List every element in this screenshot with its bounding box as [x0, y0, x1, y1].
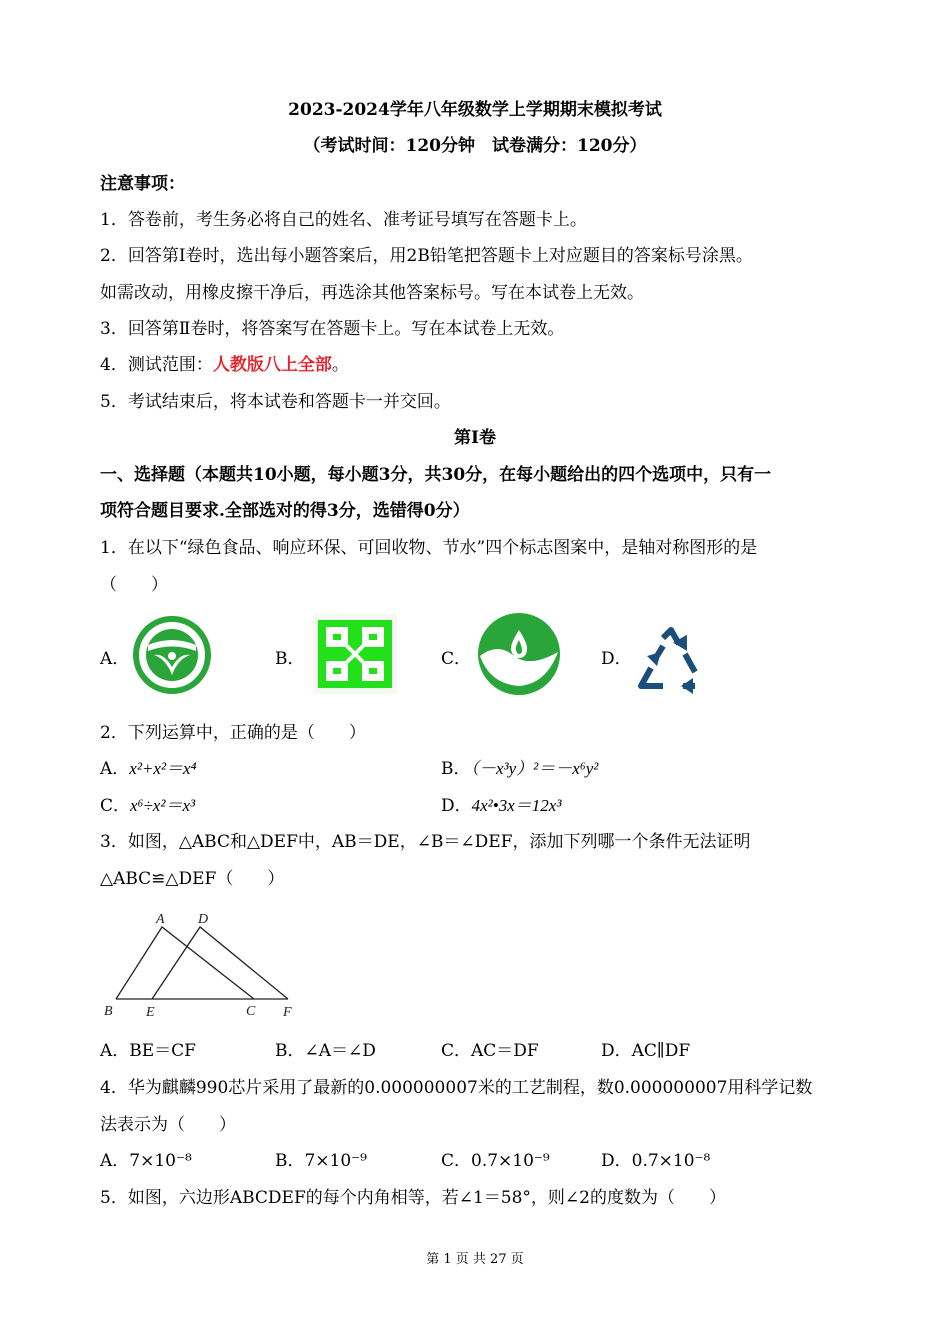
q3-option-a: A．BE＝CF	[100, 1041, 196, 1061]
q1-option-c-label: C．	[441, 649, 472, 669]
q2-option-b: B．（－x³y）²＝－x⁶y²	[441, 759, 599, 779]
note-4-suffix: 。	[331, 355, 349, 375]
q2-option-d: D．4x²•3x＝12x³	[441, 796, 562, 816]
test-scope: 人教版八上全部	[212, 355, 332, 375]
q2-option-a: A．x²+x²＝x⁴	[100, 759, 197, 779]
exam-title: 2023-2024学年八年级数学上学期期末模拟考试	[288, 100, 662, 120]
water-saving-logo-icon	[476, 612, 562, 696]
notes-heading: 注意事项：	[100, 174, 185, 194]
page-footer: 第 1 页 共 27 页	[426, 1252, 524, 1267]
q4-stem-a: 4．华为麒麟990芯片采用了最新的0.000000007米的工艺制程，数0.000000007用科学记数	[100, 1078, 813, 1098]
q3-option-b: B．∠A＝∠D	[275, 1041, 376, 1061]
q4-stem-b: 法表示为（ ）	[100, 1115, 236, 1135]
label-c: C	[246, 1004, 256, 1019]
exam-subtitle: （考试时间：120分钟 试卷满分：120分）	[303, 136, 647, 156]
triangle-abc	[116, 927, 254, 999]
label-e: E	[146, 1005, 155, 1020]
q3-option-d: D．AC∥DF	[601, 1041, 691, 1061]
q3-stem-a: 3．如图，△ABC和△DEF中，AB＝DE，∠B＝∠DEF，添加下列哪一个条件无法证明	[100, 832, 751, 852]
q3-stem-b: △ABC≌△DEF（ ）	[100, 869, 285, 889]
label-f: F	[283, 1005, 292, 1020]
triangle-figure	[98, 905, 308, 1025]
environmental-logo-icon	[313, 614, 397, 694]
note-2a: 2．回答第Ⅰ卷时，选出每小题答案后，用2B铅笔把答题卡上对应题目的答案标号涂黑。	[100, 246, 753, 266]
q2-option-c: C．x⁶÷x²＝x³	[100, 796, 196, 816]
label-d: D	[198, 912, 209, 927]
q1-stem-b: （ ）	[100, 575, 168, 595]
q3-option-c: C．AC＝DF	[441, 1041, 539, 1061]
q4-option-a: A．7×10⁻⁸	[100, 1151, 192, 1171]
q2-stem: 2．下列运算中，正确的是（ ）	[100, 723, 366, 743]
q1-option-b-label: B．	[275, 649, 305, 669]
label-b: B	[104, 1004, 113, 1019]
q4-option-d: D．0.7×10⁻⁸	[601, 1151, 711, 1171]
q1-option-d-label: D．	[601, 649, 632, 669]
recycle-logo-icon	[633, 626, 713, 696]
note-1: 1．答卷前，考生务必将自己的姓名、准考证号填写在答题卡上。	[100, 210, 587, 230]
label-a: A	[156, 912, 165, 927]
green-food-logo-icon	[132, 615, 212, 695]
note-4-prefix: 4．测试范围：	[100, 355, 213, 375]
q4-option-c: C．0.7×10⁻⁹	[441, 1151, 550, 1171]
part-1-title: 第Ⅰ卷	[454, 428, 496, 448]
note-3: 3．回答第Ⅱ卷时，将答案写在答题卡上。写在本试卷上无效。	[100, 319, 565, 339]
q5-stem: 5．如图，六边形ABCDEF的每个内角相等，若∠1＝58°，则∠2的度数为（ ）	[100, 1188, 726, 1208]
note-4	[100, 353, 349, 377]
q4-option-b: B．7×10⁻⁹	[275, 1151, 367, 1171]
section-heading-a: 一、选择题（本题共10小题，每小题3分，共30分，在每小题给出的四个选项中，只有一	[100, 465, 772, 485]
note-5: 5．考试结束后，将本试卷和答题卡一并交回。	[100, 392, 451, 412]
note-2b: 如需改动，用橡皮擦干净后，再选涂其他答案标号。写在本试卷上无效。	[100, 283, 644, 303]
section-heading-b: 项符合题目要求.全部选对的得3分，选错得0分）	[100, 501, 470, 521]
q1-option-a-label: A．	[100, 649, 130, 669]
q1-stem-a: 1．在以下“绿色食品、响应环保、可回收物、节水”四个标志图案中，是轴对称图形的是	[100, 538, 758, 558]
triangle-def	[152, 927, 288, 999]
